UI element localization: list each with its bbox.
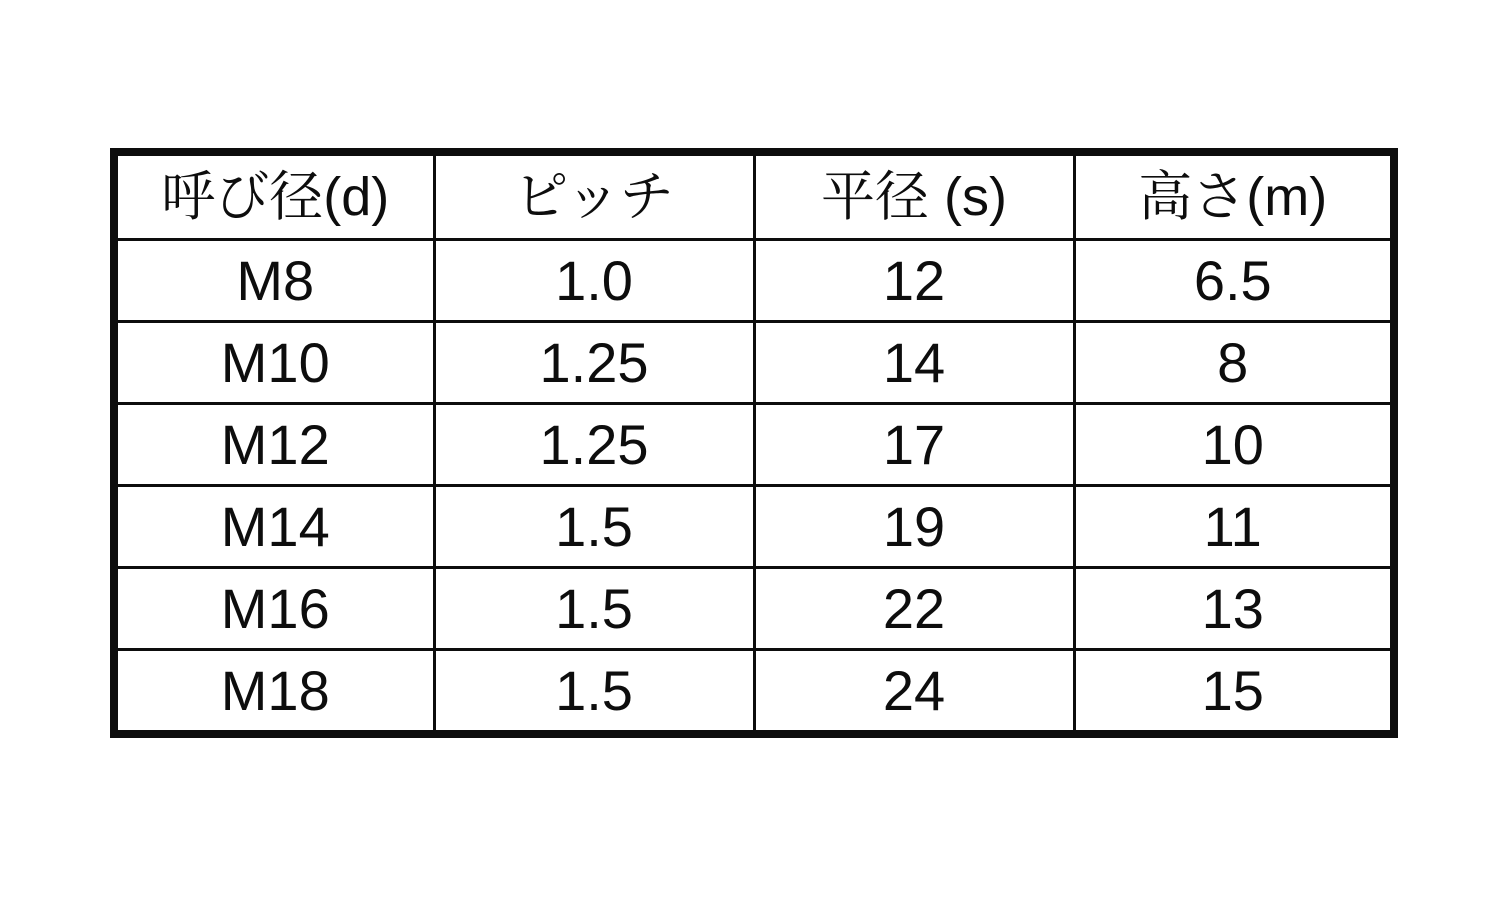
table-cell: 1.5	[434, 486, 754, 568]
table-cell: 1.5	[434, 650, 754, 735]
table-cell: M8	[114, 240, 434, 322]
table-body	[114, 240, 1394, 735]
table-cell: 17	[754, 404, 1074, 486]
table-cell: 19	[754, 486, 1074, 568]
table-cell: 1.25	[434, 404, 754, 486]
table-cell: 12	[754, 240, 1074, 322]
table-cell: 6.5	[1074, 240, 1394, 322]
table-row	[114, 568, 1394, 650]
table-cell: 10	[1074, 404, 1394, 486]
header-nominal-diameter: 呼び径(d)	[114, 152, 434, 240]
bolt-spec-table-container	[110, 148, 1398, 738]
header-pitch: ピッチ	[434, 152, 754, 240]
table-cell: 13	[1074, 568, 1394, 650]
header-height: 高さ(m)	[1074, 152, 1394, 240]
table-row	[114, 240, 1394, 322]
table-cell: 15	[1074, 650, 1394, 735]
table-header	[114, 152, 1394, 240]
table-cell: 1.5	[434, 568, 754, 650]
header-width-across-flats: 平径 (s)	[754, 152, 1074, 240]
table-row	[114, 404, 1394, 486]
table-cell: M12	[114, 404, 434, 486]
table-cell: 1.25	[434, 322, 754, 404]
table-cell: M16	[114, 568, 434, 650]
table-row	[114, 486, 1394, 568]
table-cell: M10	[114, 322, 434, 404]
header-row	[114, 152, 1394, 240]
table-cell: 22	[754, 568, 1074, 650]
table-cell: M14	[114, 486, 434, 568]
table-cell: M18	[114, 650, 434, 735]
table-row	[114, 650, 1394, 735]
table-cell: 11	[1074, 486, 1394, 568]
table-cell: 24	[754, 650, 1074, 735]
table-cell: 8	[1074, 322, 1394, 404]
table-cell: 1.0	[434, 240, 754, 322]
table-row	[114, 322, 1394, 404]
bolt-spec-table	[110, 148, 1398, 738]
table-cell: 14	[754, 322, 1074, 404]
